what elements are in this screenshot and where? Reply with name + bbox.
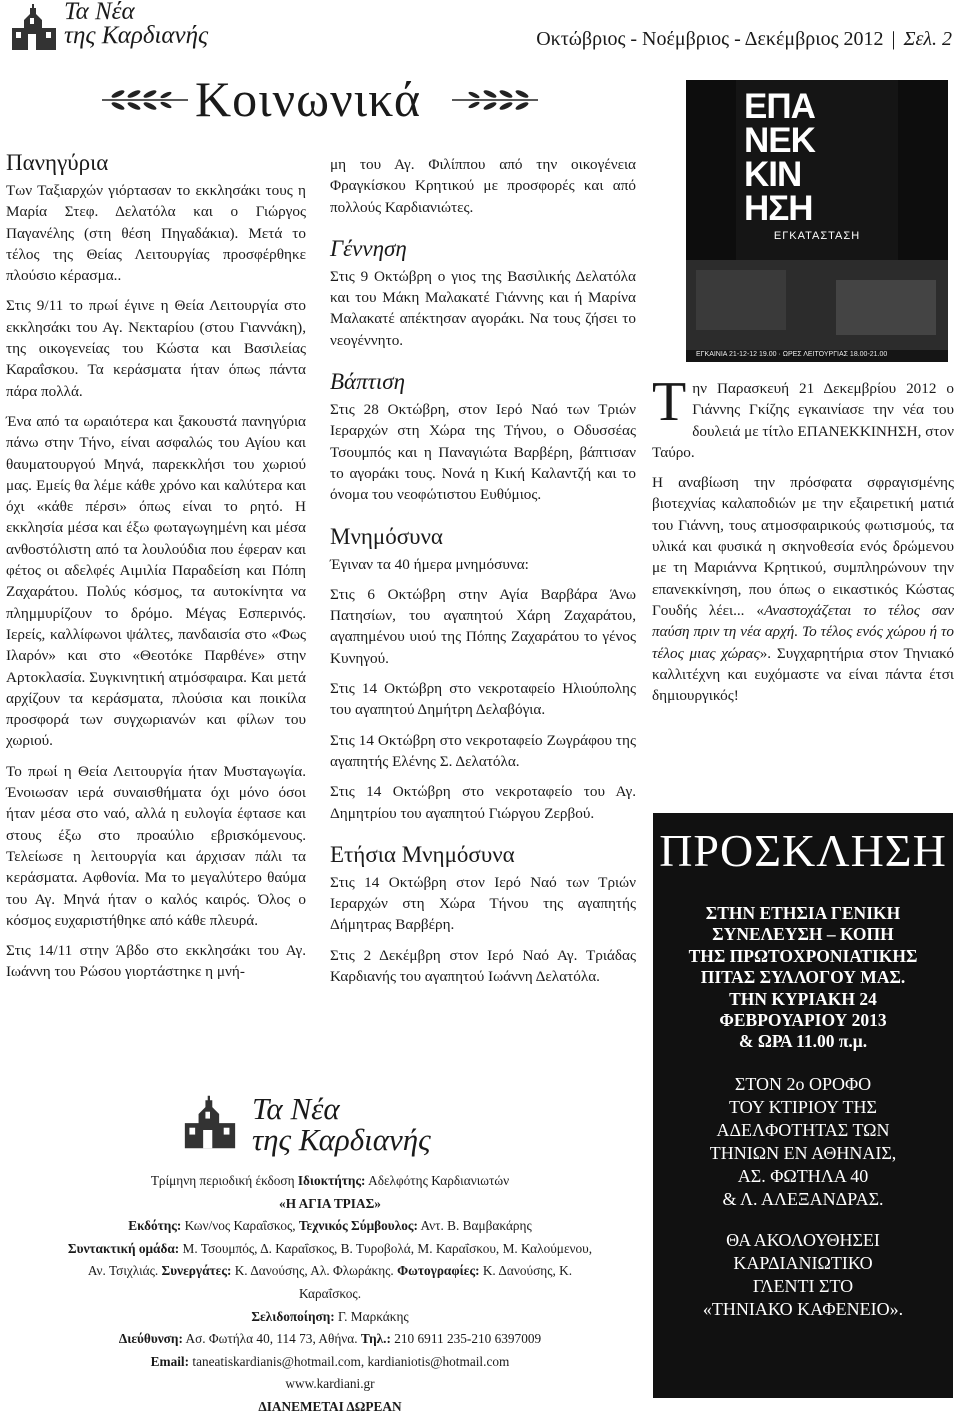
memorial-item: Στις 14 Οκτώβρη στο νεκροταφείο Ηλιούπολης του αγαπητού Δημήτρη Δελαβόγια. [330, 680, 636, 719]
colophon-text: Αντ. Β. Βαμβακάρης [417, 1218, 532, 1234]
section-title [100, 72, 540, 128]
issue-date: Οκτώβριος - Νοέμβριος - Δεκέμβριος 2012 [536, 28, 884, 50]
colophon-email [60, 1351, 600, 1374]
memorial-item: Στις 6 Οκτώβρη στην Αγία Βαρβάρα Άνω Πατησίων, του αγαπητού Χάρη Ζαχαράτου, αγαπημένου υιού της Πόπης Ζαχαράτου το γένος Κυνηγού. [330, 585, 636, 667]
colophon-text: Κων/νος Καραΐσκος, [181, 1218, 299, 1234]
memorial-item: Στις 14 Οκτώβρη στο νεκροταφείο του Αγ. Δημητρίου του αγαπητού Γιώργου Ζερβού. [330, 783, 636, 822]
column-festivals [6, 150, 306, 992]
wheat-right-icon [450, 80, 540, 120]
invitation-line: ΣΥΝΕΛΕΥΣΗ – ΚΟΠΗ [712, 924, 894, 945]
masthead-logo-title [64, 0, 208, 48]
location-line: ΤΟΥ ΚΤΙΡΙΟΥ ΤΗΣ [729, 1096, 877, 1117]
birth-heading: Γέννηση [330, 235, 407, 261]
location-line: ΤΗΝΙΩΝ ΕΝ ΑΘΗΝΑΙΣ, [709, 1142, 897, 1163]
colophon-association [60, 1193, 600, 1216]
colophon-distribution [60, 1396, 600, 1419]
colophon-website: www.kardiani.gr [285, 1376, 375, 1392]
colophon-label: Τηλ.: [360, 1331, 391, 1347]
colophon-text: Αδελφότης Καρδιανιωτών [365, 1173, 510, 1188]
festival-paragraph: Ένα από τα ωραιότερα και ξακουστά πανηγύρια πάνω στην Τήνο, είναι ασφαλώς του Αγίου και θαυματουργού Μηνά, παρεκκλήσι του χωριού μας. Εμείς θα λέμε κάθε χρόνο και καλύτερα και όχι «κάθε πέρσι» όπως είναι το ρητό. Η εκκλησία μέσα και έξω φωταγωγημένη και μέσα ανθοστόλιστη από τα λουλούδια που έφεραν και φέτος οι αδελφές Αιμιλία Παραδείση και Πόπη Ζαχαράτου. Πολύς κόσμος, τα αυτοκίνητα να πλημμυρίζουν το δρόμο. Μέγας Εσπερινός. Ιερείς, καλλίφωνοι ψάλτες, πανδαισία στο «Φως Ιλαρόν» και στο «Θεοτόκε Παρθένε» στην Αρτοκλασία. Συγκινητική ατμόσφαιρα. Και μετά αρχίζουν τα κεράσματα, πλούσια και ποικίλα προσφορά των συγχωριανών και φίλων του χωριού. [6, 412, 306, 750]
colophon-label: ΔΙΑΝΕΜΕΤΑΙ ΔΩΡΕΑΝ [258, 1398, 402, 1414]
location-line: ΣΤΟΝ 2ο ΟΡΟΦΟ [734, 1073, 872, 1094]
colophon-logo [178, 1093, 478, 1155]
party-line: ΘΑ ΑΚΟΛΟΥΘΗΣΕΙ [726, 1229, 880, 1250]
colophon-label: Εκδότης: [128, 1218, 182, 1234]
colophon-label: Φωτογραφίες: [397, 1263, 480, 1279]
colophon-layout [60, 1306, 600, 1329]
colophon-label: Συνεργάτες: [161, 1263, 232, 1279]
colophon-label: Διεύθυνση: [118, 1331, 183, 1347]
colophon-address [60, 1328, 600, 1351]
invitation-line: ΤΗΣ ΠΡΩΤΟΧΡΟΝΙΑΤΙΚΗΣ [688, 945, 918, 966]
logo-line-1: Τα Νέα [64, 0, 135, 25]
drop-cap: Τ [652, 371, 687, 433]
art-paragraph-1-text: ην Παρασκευή 21 Δεκεμβρίου 2012 ο Γιάννης Γκίζης εγκαινίασε την νέα του δουλειά με τίτλο ΕΠΑΝΕΚΚΙΝΗΣΗ, στον Ταύρο. [652, 380, 954, 461]
invitation-line: ΦΕΒΡΟΥΑΡΙΟΥ 2013 [719, 1010, 887, 1031]
poster-title [744, 87, 890, 228]
column-art-news [652, 371, 954, 715]
party-line: ΓΛΕΝΤΙ ΣΤΟ [752, 1275, 854, 1296]
colophon [60, 1170, 600, 1419]
art-paragraph-2 [652, 472, 954, 706]
colophon-text: Αν. Τσιχλιάς. [87, 1263, 162, 1279]
invitation-location [653, 1073, 953, 1211]
festival-paragraph: Το πρωί η Θεία Λειτουργία ήταν Μυσταγωγία. Ένοιωσαν ιερά συναισθήματα όχι μόνο όσοι ήταν μέσα στο ναό, αλλά η ευλογία έφτασε και στους έξω στο προαύλιο εβρισκόμενους. Τελείωσε η λειτουργία και άρχισαν πάλι τα κεράσματα. Αφθονία. Μα το μεγαλύτερο θαύμα του Αγ. Μηνά ήταν ο καλός καιρός. Όλος ο κόσμος ευχαριστήθηκε από κάθε πλευρά. [6, 762, 306, 929]
church-logo-icon [178, 1093, 242, 1151]
continued-paragraph: μη του Αγ. Φιλίππου από την οικογένεια Φραγκίσκου Κρητικού με προσφορές και από πολλούς Καρδιανιώτες. [330, 156, 636, 216]
exhibition-poster-image [686, 80, 948, 362]
colophon-team [60, 1238, 600, 1261]
baptism-heading: Βάπτιση [330, 369, 406, 395]
art-closing: Συγχαρητήρια στον Τηνιακό καλλιτέχνη και ευχόμαστε να είναι πάντα έτσι δημιουργικός! [652, 644, 954, 705]
birth-paragraph: Στις 9 Οκτώβρη ο γιος της Βασιλικής Δελατόλα και του Μάκη Μαλακατέ Γιάννης και ή Μαρίνα Μαλακατέ απέκτησαν αγοράκι. Να τους ζήσει το νεογέννητο. [330, 267, 636, 349]
invitation-line: ΣΤΗΝ ΕΤΗΣΙΑ ΓΕΝΙΚΗ [705, 903, 901, 923]
art-paragraph-1 [652, 371, 954, 463]
invitation-line: ΤΗΝ ΚΥΡΙΑΚΗ 24 [729, 988, 877, 1009]
poster-title-line: ΚΙΝ [744, 155, 802, 194]
party-line: ΚΑΡΔΙΑΝΙΩΤΙΚΟ [733, 1252, 873, 1273]
memorial-item: Στις 14 Οκτώβρη στο νεκροταφείο Ζωγράφου της αγαπητής Ελένης Σ. Δελατόλα. [330, 731, 636, 770]
colophon-collaborators [60, 1260, 600, 1305]
colophon-text: taneatiskardianis@hotmail.com, kardianiotis@hotmail.com [189, 1353, 510, 1369]
issue-line: Οκτώβριος - Νοέμβριος - Δεκέμβριος 2012 | Σελ. 2 [536, 28, 952, 50]
poster-footer: ΕΓΚΑΙΝΙΑ 21-12-12 19.00 · ΩΡΕΣ ΛΕΙΤΟΥΡΓΙΑΣ 18.00-21.00 [696, 351, 888, 358]
art-quote-end: ». [759, 644, 772, 662]
colophon-label: Email: [150, 1353, 190, 1369]
invitation-party [653, 1229, 953, 1321]
colophon-text: 210 6911 235-210 6397009 [390, 1331, 542, 1347]
memorial-heading: Μνημόσυνα [330, 523, 443, 549]
colophon-label: Σελιδοποίηση: [251, 1308, 335, 1324]
invitation-line: ΠΙΤΑΣ ΣΥΛΛΟΓΟΥ ΜΑΣ. [700, 967, 906, 988]
location-line: & Λ. ΑΛΕΞΑΝΔΡΑΣ. [722, 1188, 884, 1209]
colophon-text: Κ. Δανούσης, Κ. Καραΐσκος. [298, 1263, 573, 1301]
invitation-heading: ΠΡΟΣΚΛΗΣΗ [659, 825, 947, 876]
column-social-news [330, 154, 636, 996]
wheat-left-icon [100, 80, 190, 120]
poster-subtitle: ΕΓΚΑΤΑΣΤΑΣΗ [773, 230, 861, 242]
church-logo-icon [6, 4, 62, 50]
art-quote: Αναστοχάζεται το τέλος σαν παύση πριν τη νέα αρχή. Το τέλος ενός χώρου ή το τέλος μιας χώρας [652, 601, 954, 662]
colophon-label: Συντακτική ομάδα: [67, 1240, 180, 1256]
annual-memorial-item: Στις 2 Δεκέμβρη στον Ιερό Ναό Αγ. Τριάδας Καρδιανής του αγαπητού Ιωάννη Δελατόλα. [330, 946, 636, 986]
baptism-paragraph: Στις 28 Οκτώβρη, στον Ιερό Ναό των Τριών Ιεραρχών στη Χώρα της Τήνου, ο Οδυσσέας Τσουμπός και η Παναγιώτα Βαρβέρη, βάπτισαν το αγοράκι τους. Νονά η Κική Καλαντζή και το όνομα του νεοφώτιστου Ευθύμιος. [330, 401, 636, 504]
colophon-label: «Η ΑΓΙΑ ΤΡΙΑΣ» [279, 1195, 381, 1211]
festival-paragraph: Στις 9/11 το πρωί έγινε η Θεία Λειτουργία στο εκκλησάκι του Αγ. Νεκταρίου (στου Γιαννάκη), της οικογενείας του Κώστα και Βασιλείας Καραΐσκου. Τα κεράσματα ήταν όπως πάντα πάρα πολλά. [6, 297, 306, 400]
colophon-text: Γ. Μαρκάκης [334, 1308, 409, 1324]
colophon-text: Τρίμηνη περιοδική έκδοση [150, 1173, 298, 1188]
poster-title-line: ΗΣΗ [744, 189, 813, 228]
festival-paragraph: Των Ταξιαρχών γιόρτασαν το εκκλησάκι τους η Μαρία Στεφ. Δελατόλα και ο Γιώργος Παγανέλης (στη θέση Πηγαδάκια). Μετά το τέλος της Θείας Λειτουργίας προσφέρθηκε πλούσιο κέρασμα.. [6, 182, 306, 285]
festivals-heading: Πανηγύρια [6, 150, 109, 175]
annual-memorial-heading: Ετήσια Μνημόσυνα [330, 841, 515, 867]
logo-line-2: της Καρδιανής [64, 22, 209, 49]
colophon-text: Μ. Τσουμπός, Δ. Καραΐσκος, Β. Τυροβολά, Μ. Καραΐσκου, Μ. Καλούμενου, [179, 1240, 593, 1256]
colophon-logo-line-1: Τα Νέα [252, 1091, 340, 1126]
section-heading: Κοινωνικά [195, 71, 422, 127]
colophon-owner [60, 1170, 600, 1193]
colophon-label: Ιδιοκτήτης: [297, 1173, 366, 1188]
invitation-event [653, 903, 953, 1053]
colophon-text: Ασ. Φωτήλα 40, 114 73, Αθήνα. [182, 1331, 361, 1347]
poster-title-line: ΝΕΚ [744, 121, 815, 160]
party-line: «ΤΗΝΙΑΚΟ ΚΑΦΕΝΕΙΟ». [702, 1298, 904, 1319]
location-line: ΑΣ. ΦΩΤΗΛΑ 40 [737, 1165, 869, 1186]
annual-memorial-item: Στις 14 Οκτώβρη στον Ιερό Ναό των Τριών Ιεραρχών στη Χώρα Τήνου της αγαπητής Δήμητρας Βαρβέρη. [330, 873, 636, 934]
colophon-logo-title [252, 1093, 431, 1155]
page-number: Σελ. 2 [903, 28, 952, 50]
poster-title-line: ΕΠΑ [744, 87, 815, 126]
art-paragraph-2-text: Η αναβίωση την πρόσφατα σφραγισμένης βιοτεχνίας καλαποδιών με την εξαιρετική ματιά του Γιάννη, τους ατμοσφαιρικούς φωτισμούς, τα υλικά και φυσικά η σκηνοθεσία ενός δρώμενου με τη Μαριάννα Κρητικού, συμπληρώνουν την επανεκκίνηση, που όπως ο εικαστικός Κώστας Γουδής λέει... « [652, 474, 954, 619]
colophon-text: Κ. Δανούσης, Αλ. Φλωράκης. [231, 1263, 398, 1279]
memorial-intro: Έγιναν τα 40 ήμερα μνημόσυνα: [330, 555, 529, 573]
festival-paragraph: Στις 14/11 στην Άβδο στο εκκλησάκι του Αγ. Ιωάννη του Ρώσου γιορτάστηκε η μνή- [6, 942, 306, 981]
colophon-label: Τεχνικός Σύμβουλος: [298, 1218, 418, 1234]
colophon-logo-line-2: της Καρδιανής [252, 1122, 431, 1157]
location-line: ΑΔΕΛΦΟΤΗΤΑΣ ΤΩΝ [716, 1119, 890, 1140]
colophon-publisher [60, 1215, 600, 1238]
invitation-line: & ΩΡΑ 11.00 π.μ. [738, 1031, 868, 1052]
invitation-box [653, 813, 953, 1398]
